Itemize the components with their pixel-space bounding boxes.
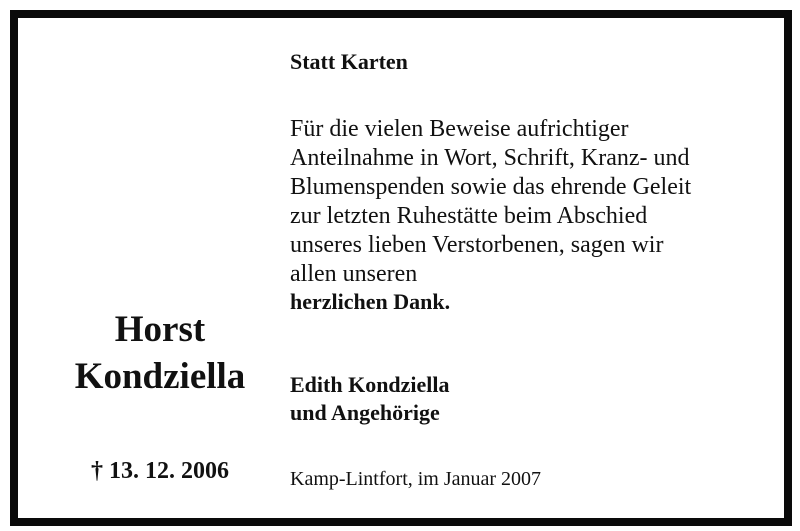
message-line: Anteilnahme in Wort, Schrift, Kranz- und — [290, 145, 690, 171]
signer-relatives: und Angehörige — [290, 400, 440, 425]
place-and-date: Kamp-Lintfort, im Januar 2007 — [290, 468, 542, 490]
death-date: † 13. 12. 2006 — [91, 458, 229, 484]
message-line: Blumenspenden sowie das ehrende Geleit — [290, 174, 692, 200]
message-line: allen unseren — [290, 261, 418, 287]
message-line: Für die vielen Beweise aufrichtiger — [290, 116, 629, 142]
death-notice-card — [10, 10, 792, 526]
signer-name: Edith Kondziella — [290, 372, 450, 397]
thanks-message — [290, 115, 760, 289]
deceased-column — [36, 18, 284, 518]
message-line: unseres lieben Verstorbenen, sagen wir — [290, 232, 664, 258]
deceased-name — [36, 306, 284, 400]
thanks-phrase: herzlichen Dank. — [290, 289, 451, 314]
signers — [290, 371, 450, 427]
deceased-first-name: Horst — [114, 309, 206, 350]
notice-heading: Statt Karten — [290, 49, 408, 74]
message-column — [290, 18, 760, 518]
deceased-last-name: Kondziella — [74, 356, 246, 397]
message-line: zur letzten Ruhestätte beim Abschied — [290, 203, 648, 229]
